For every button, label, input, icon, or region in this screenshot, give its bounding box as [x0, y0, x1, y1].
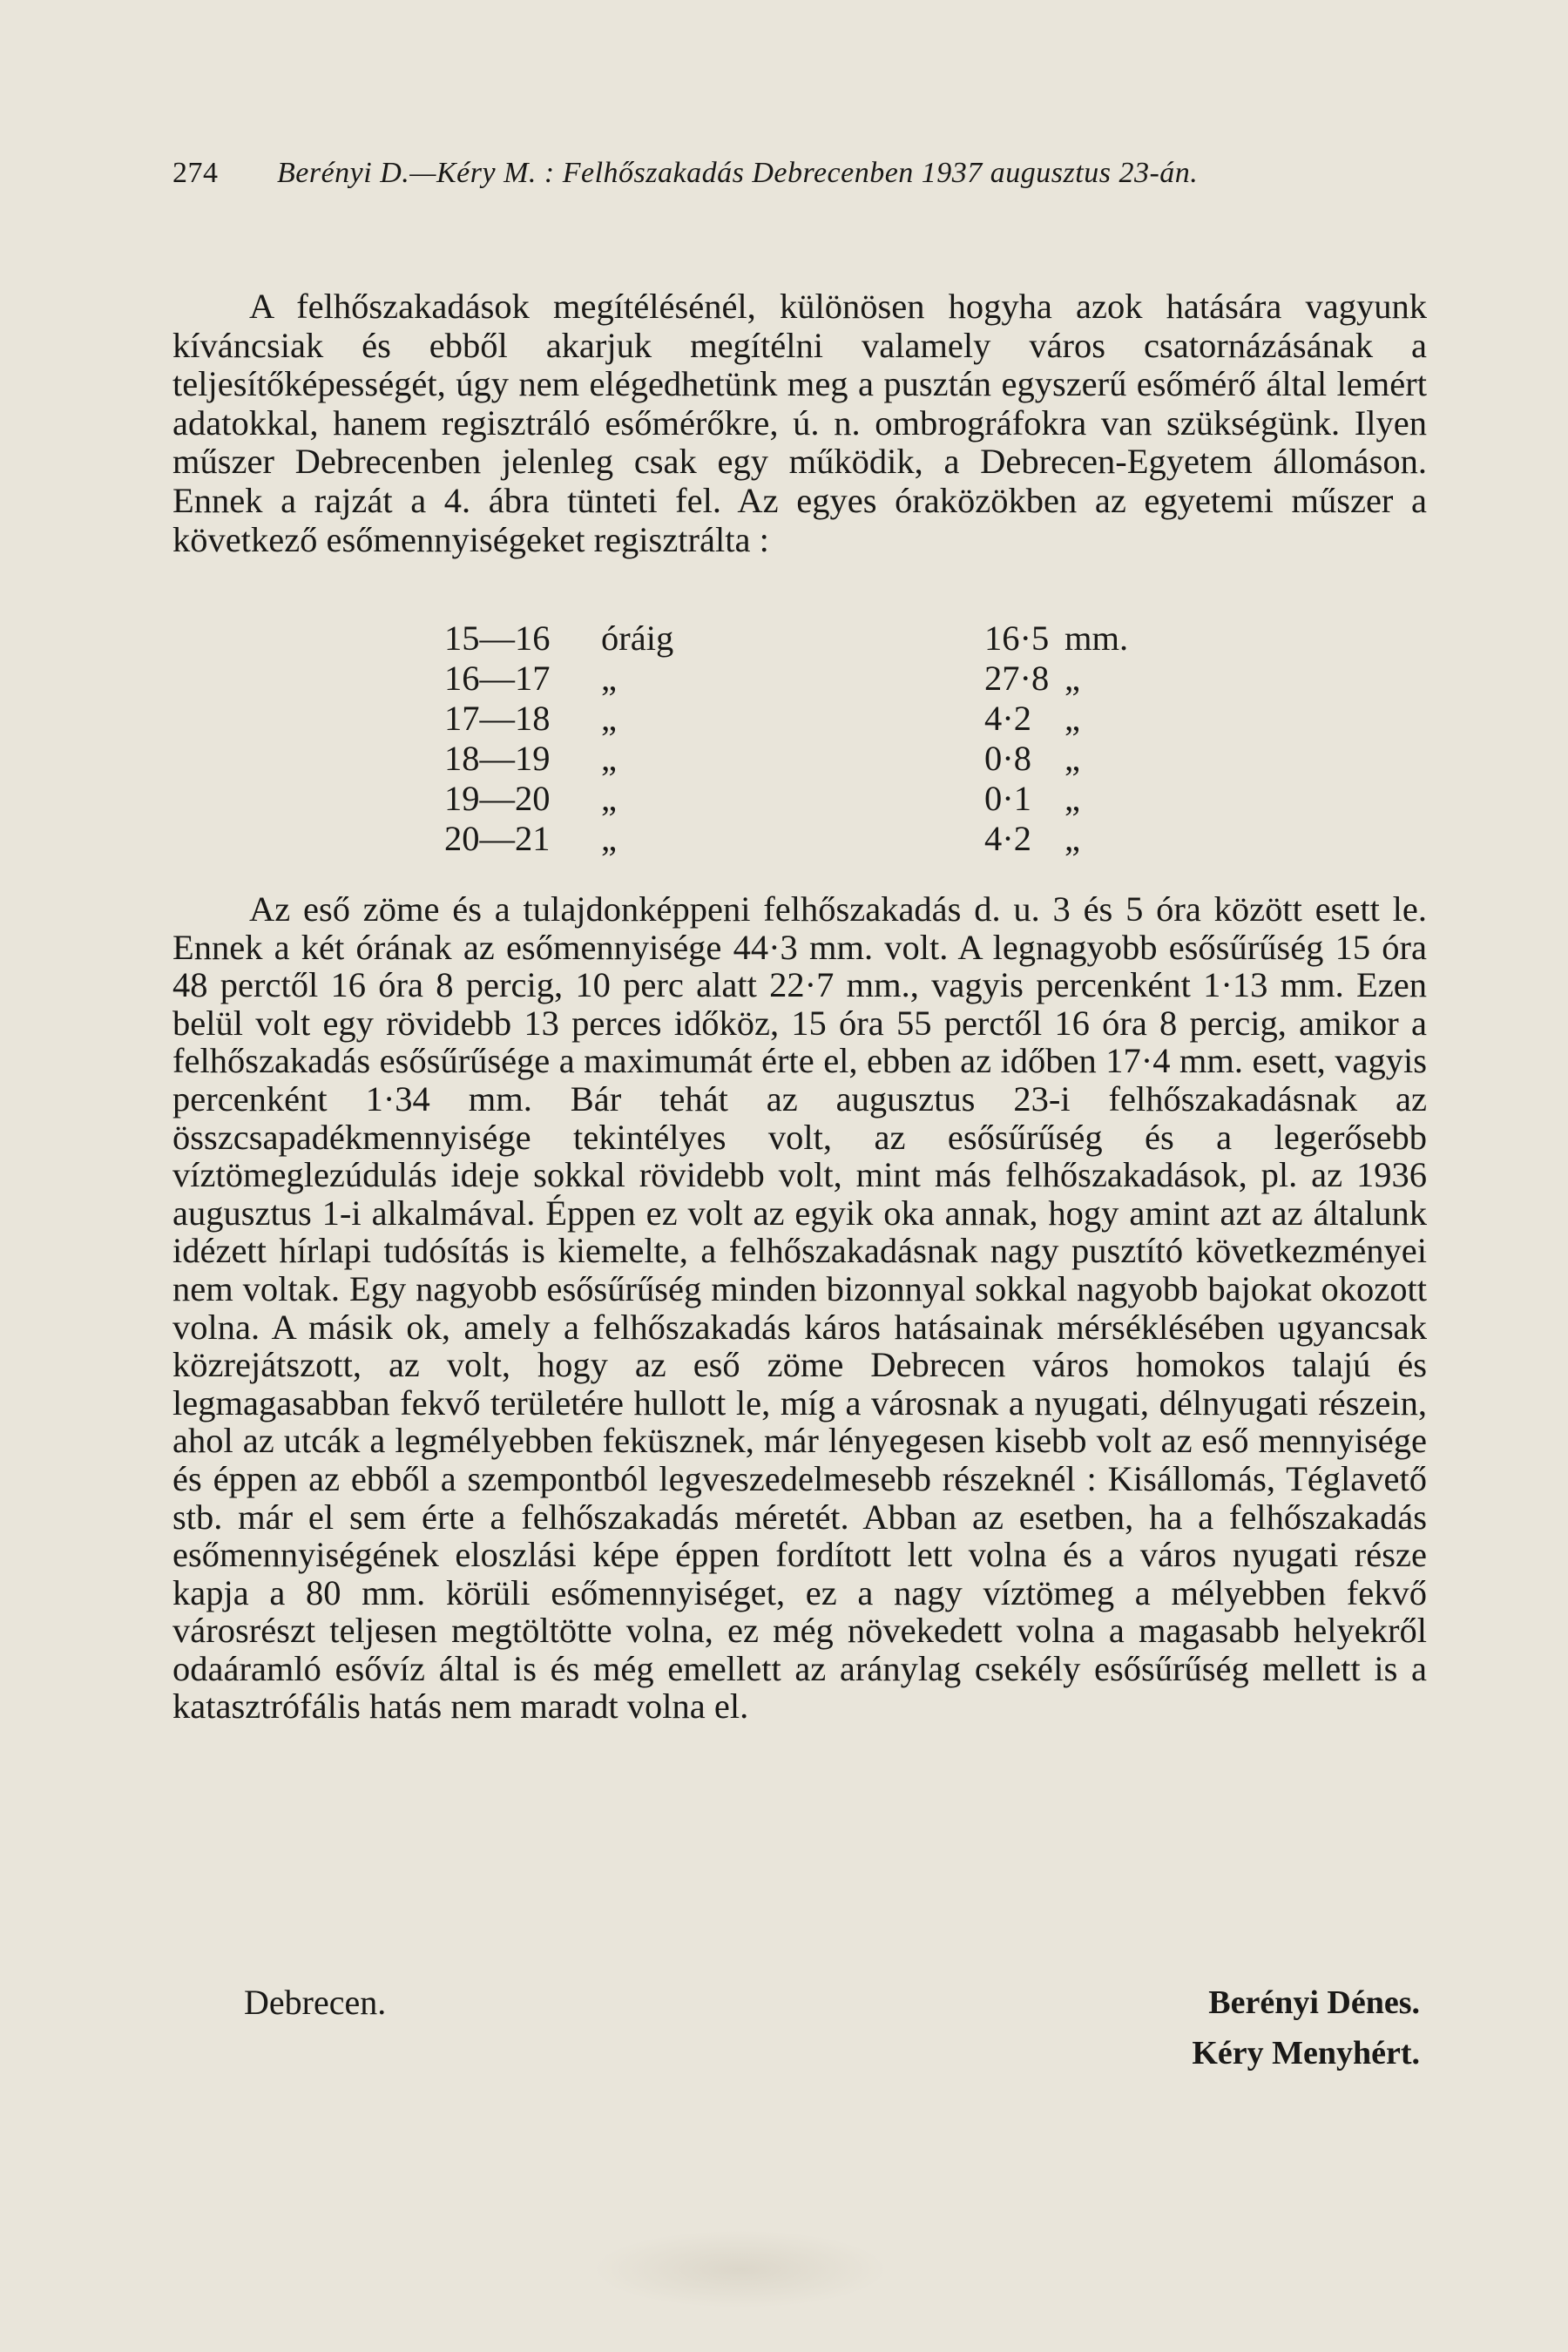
rainfall-value: 16·5: [984, 618, 1050, 658]
table-row: [444, 739, 1186, 779]
rainfall-unit: mm.: [1064, 618, 1129, 658]
rainfall-unit: „: [1064, 779, 1080, 818]
table-row: [444, 819, 1186, 859]
hour-label: „: [601, 739, 617, 778]
page-number: 274: [172, 157, 219, 189]
rainfall-unit: „: [1064, 739, 1080, 778]
rainfall-value: 27·8: [984, 659, 1050, 698]
signature-authors: [1192, 1977, 1420, 2078]
hour-range: 16—17: [444, 659, 551, 698]
rainfall-unit: „: [1064, 699, 1080, 738]
author-name: Kéry Menyhért.: [1192, 2035, 1420, 2072]
rainfall-value: 0·8: [984, 739, 1031, 778]
paragraph-intro: [172, 287, 1427, 559]
rainfall-value: 4·2: [984, 699, 1031, 738]
paragraph-intro-text: A felhőszakadások megítélésénél, különösen hogyha azok hatására vagyunk kíváncsiak és ebből akarjuk megítélni valamely város csatornázásának a teljesítőképességét, úgy nem elégedhetünk meg a pusztán egyszerű esőmérő által lemért adatokkal, hanem regisztráló esőmérőkre, ú. n. ombrográfokra van szükségünk. Ilyen műszer Debrecenben jelenleg csak egy működik, a Debrecen-Egyetem állomáson. Ennek a rajzát a 4. ábra tünteti fel. Az egyes óraközökben az egyetemi műszer a következő esőmennyiségeket regisztrálta :: [172, 287, 1427, 559]
paragraph-analysis: [172, 890, 1427, 1726]
hour-range: 20—21: [444, 819, 551, 858]
running-title: Berényi D.—Kéry M. : Felhőszakadás Debrecenben 1937 augusztus 23-án.: [277, 157, 1199, 189]
hour-range: 17—18: [444, 699, 551, 738]
signature-place: Debrecen.: [244, 1983, 387, 2022]
hourly-rainfall-table: [444, 618, 1186, 859]
hour-range: 15—16: [444, 618, 551, 658]
hour-label: „: [601, 699, 617, 738]
hour-label: „: [601, 779, 617, 818]
table-row: [444, 659, 1186, 699]
faint-stamp-mark: [592, 2230, 889, 2308]
hour-range: 18—19: [444, 739, 551, 778]
hour-label: óráig: [601, 618, 674, 658]
paragraph-analysis-text: Az eső zöme és a tulajdonképpeni felhőszakadás d. u. 3 és 5 óra között esett le. Ennek a két órának az esőmennyisége 44·3 mm. volt. A legnagyobb esősűrűség 15 óra 48 perctől 16 óra 8 percig, 10 perc alatt 22·7 mm., vagyis percenként 1·13 mm. Ezen belül volt egy rövidebb 13 perces időköz, 15 óra 55 perctől 16 óra 8 percig, amikor a felhőszakadás esősűrűsége a maximumát érte el, ebben az időben 17·4 mm. esett, vagyis percenként 1·34 mm. Bár tehát az augusztus 23-i felhőszakadásnak az összcsapadékmennyisége tekintélyes volt, az esősűrűség és a legerősebb víztömeglezúdulás ideje sokkal rövidebb volt, mint más felhőszakadások, pl. az 1936 augusztus 1-i alkalmával. Éppen ez volt az egyik oka annak, hogy amint azt az általunk idézett hírlapi tudósítás is kiemelte, a felhőszakadásnak nagy pusztító következményei nem voltak. Egy nagyobb esősűrűség minden bizonnyal sokkal nagyobb bajokat okozott volna. A másik ok, amely a felhőszakadás káros hatásainak mérséklésében ugyancsak közrejátszott, az volt, hogy az eső zöme Debrecen város homokos talajú és legmagasabban fekvő területére hullott le, míg a városnak a nyugati, délnyugati részein, ahol az utcák a legmélyebben feküsznek, már lényegesen kisebb volt az eső mennyisége és éppen az ebből a szempontból legveszedelmesebb részeknél : Kisállomás, Téglavető stb. már el sem érte a felhőszakadás méretét. Abban az esetben, ha a felhőszakadás esőmennyiségének eloszlási képe éppen fordított lett volna és a város nyugati része kapja a 80 mm. körüli esőmennyiséget, ez a nagy víztömeg a mélyebben fekvő városrészt teljesen megtöltötte volna, ez még növekedett volna a magasabb helyekről odaáramló esővíz által is és még emellett az aránylag csekély esősűrűség mellett is a katasztrófális hatás nem maradt volna el.: [172, 889, 1427, 1727]
rainfall-unit: „: [1064, 819, 1080, 858]
author-name: Berényi Dénes.: [1208, 1984, 1420, 2021]
hour-range: 19—20: [444, 779, 551, 818]
hour-label: „: [601, 659, 617, 698]
table-row: [444, 699, 1186, 739]
rainfall-value: 4·2: [984, 819, 1031, 858]
rainfall-value: 0·1: [984, 779, 1031, 818]
rainfall-unit: „: [1064, 659, 1080, 698]
table-row: [444, 779, 1186, 819]
hour-label: „: [601, 819, 617, 858]
running-header: [172, 157, 1427, 190]
table-row: [444, 618, 1186, 659]
